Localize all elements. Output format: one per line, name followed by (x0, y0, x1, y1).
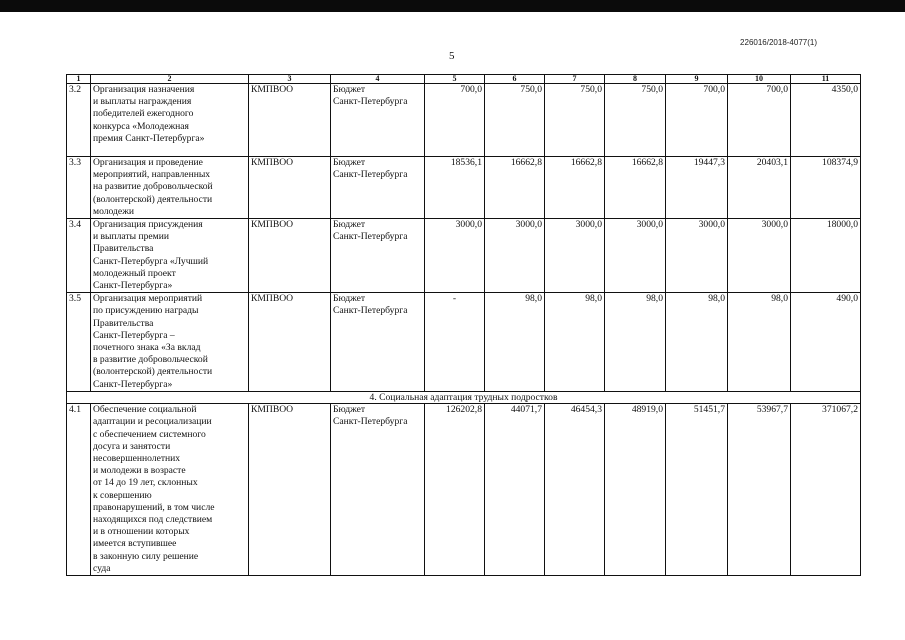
year-value: 16662,8 (545, 157, 605, 219)
table-row (67, 219, 861, 293)
year-value: 51451,7 (666, 404, 728, 576)
year-value: 20403,1 (728, 157, 791, 219)
year-value: 98,0 (545, 293, 605, 392)
year-value: - (425, 293, 485, 392)
table-body (67, 75, 861, 576)
funding-source: Бюджет Санкт-Петербурга (331, 404, 425, 576)
column-number: 5 (425, 75, 485, 84)
total-value: 490,0 (791, 293, 861, 392)
funding-source: Бюджет Санкт-Петербурга (331, 157, 425, 219)
funding-source: Бюджет Санкт-Петербурга (331, 219, 425, 293)
table-row (67, 404, 861, 576)
year-value: 700,0 (728, 84, 791, 157)
year-value: 44071,7 (485, 404, 545, 576)
column-number: 10 (728, 75, 791, 84)
table-row (67, 84, 861, 157)
year-value: 750,0 (545, 84, 605, 157)
scan-top-border (0, 0, 905, 12)
row-number: 3.3 (67, 157, 91, 219)
activity-name: Организация назначения и выплаты награждения победителей ежегодного конкурса «Молодежная премия Санкт-Петербурга» (91, 84, 249, 157)
year-value: 98,0 (605, 293, 666, 392)
section-title: 4. Социальная адаптация трудных подростков (67, 392, 861, 404)
column-number: 7 (545, 75, 605, 84)
responsible-executor: КМПВОО (249, 219, 331, 293)
funding-source: Бюджет Санкт-Петербурга (331, 293, 425, 392)
budget-table (66, 74, 861, 576)
column-number: 2 (91, 75, 249, 84)
year-value: 98,0 (485, 293, 545, 392)
year-value: 3000,0 (545, 219, 605, 293)
year-value: 126202,8 (425, 404, 485, 576)
row-number: 3.5 (67, 293, 91, 392)
total-value: 108374,9 (791, 157, 861, 219)
year-value: 16662,8 (605, 157, 666, 219)
year-value: 46454,3 (545, 404, 605, 576)
column-number: 9 (666, 75, 728, 84)
year-value: 98,0 (666, 293, 728, 392)
activity-name: Обеспечение социальной адаптации и ресоциализации с обеспечением системного досуга и занятости несовершеннолетних и молодежи в возрасте от 14 до 19 лет, склонных к совершению правонарушений, в том числе находящихся под следствием и в отношении которых имеется вступившее в законную силу решение суда (91, 404, 249, 576)
row-number: 4.1 (67, 404, 91, 576)
year-value: 3000,0 (485, 219, 545, 293)
section-row (67, 392, 861, 404)
row-number: 3.4 (67, 219, 91, 293)
year-value: 3000,0 (728, 219, 791, 293)
funding-source: Бюджет Санкт-Петербурга (331, 84, 425, 157)
column-number: 4 (331, 75, 425, 84)
document-id: 226016/2018-4077(1) (740, 38, 817, 47)
total-value: 18000,0 (791, 219, 861, 293)
year-value: 18536,1 (425, 157, 485, 219)
year-value: 750,0 (605, 84, 666, 157)
year-value: 48919,0 (605, 404, 666, 576)
activity-name: Организация и проведение мероприятий, направленных на развитие добровольческой (волонтерской) деятельности молодежи (91, 157, 249, 219)
column-number: 6 (485, 75, 545, 84)
total-value: 371067,2 (791, 404, 861, 576)
column-number-row (67, 75, 861, 84)
responsible-executor: КМПВОО (249, 84, 331, 157)
year-value: 19447,3 (666, 157, 728, 219)
column-number: 8 (605, 75, 666, 84)
page-number: 5 (449, 50, 455, 62)
activity-name: Организация мероприятий по присуждению награды Правительства Санкт-Петербурга – почетного знака «За вклад в развитие добровольческой (волонтерской) деятельности Санкт-Петербурга» (91, 293, 249, 392)
column-number: 1 (67, 75, 91, 84)
total-value: 4350,0 (791, 84, 861, 157)
year-value: 700,0 (666, 84, 728, 157)
table-row (67, 157, 861, 219)
responsible-executor: КМПВОО (249, 157, 331, 219)
table-row (67, 293, 861, 392)
column-number: 3 (249, 75, 331, 84)
year-value: 3000,0 (425, 219, 485, 293)
activity-name: Организация присуждения и выплаты премии Правительства Санкт-Петербурга «Лучший молодежный проект Санкт-Петербурга» (91, 219, 249, 293)
year-value: 98,0 (728, 293, 791, 392)
responsible-executor: КМПВОО (249, 404, 331, 576)
year-value: 750,0 (485, 84, 545, 157)
year-value: 16662,8 (485, 157, 545, 219)
row-number: 3.2 (67, 84, 91, 157)
year-value: 700,0 (425, 84, 485, 157)
column-number: 11 (791, 75, 861, 84)
year-value: 3000,0 (605, 219, 666, 293)
year-value: 53967,7 (728, 404, 791, 576)
responsible-executor: КМПВОО (249, 293, 331, 392)
year-value: 3000,0 (666, 219, 728, 293)
